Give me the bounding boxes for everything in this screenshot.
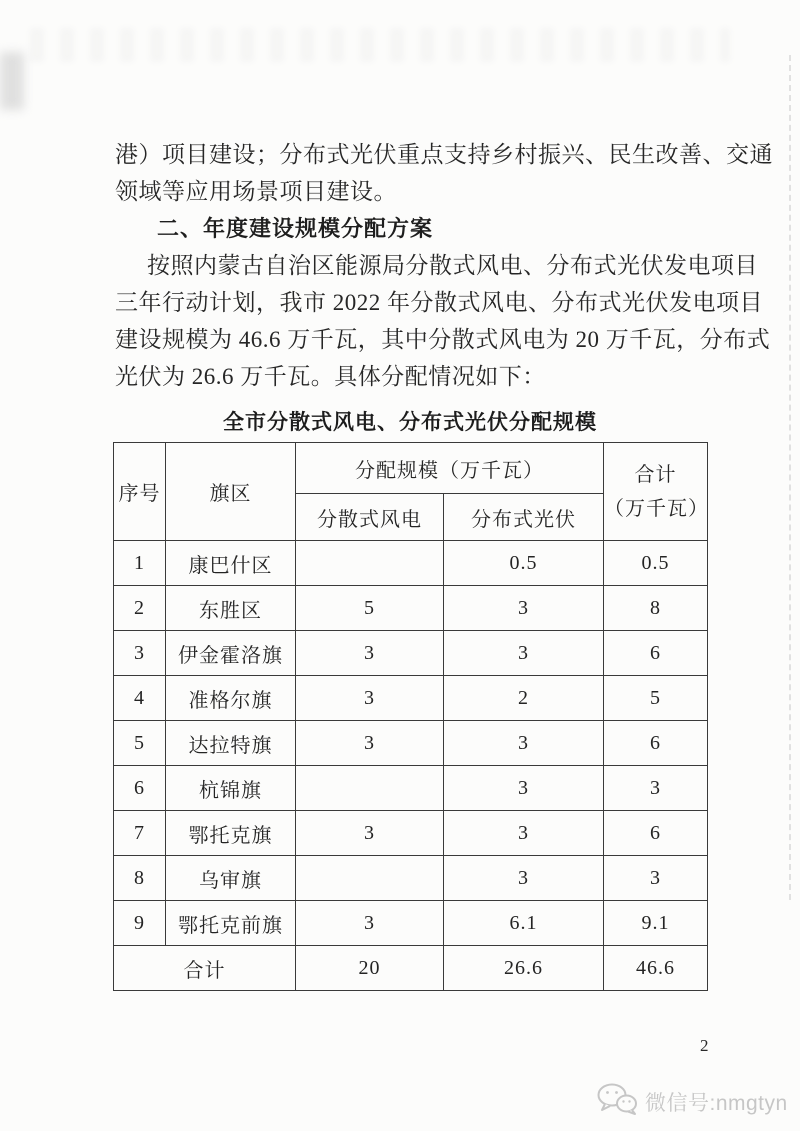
cell-wind: 3: [296, 676, 444, 721]
table-row: [114, 766, 708, 811]
cell-district: 伊金霍洛旗: [166, 631, 296, 676]
cell-total: 6: [604, 631, 708, 676]
cell-total: 0.5: [604, 541, 708, 586]
header-district: 旗区: [166, 443, 296, 541]
cell-wind: [296, 766, 444, 811]
cell-wind: 3: [296, 631, 444, 676]
cell-district: 乌审旗: [166, 856, 296, 901]
cell-index: 5: [114, 721, 166, 766]
paragraph-line: 建设规模为 46.6 万千瓦，其中分散式风电为 20 万千瓦，分布式: [115, 327, 771, 352]
table-row: [114, 586, 708, 631]
cell-wind: 3: [296, 811, 444, 856]
cell-wind: 3: [296, 721, 444, 766]
paragraph-line: 光伏为 26.6 万千瓦。具体分配情况如下：: [115, 364, 546, 389]
total-pv: 26.6: [444, 946, 604, 991]
cell-pv: 3: [444, 856, 604, 901]
cell-index: 4: [114, 676, 166, 721]
cell-district: 鄂托克前旗: [166, 901, 296, 946]
cell-wind: 5: [296, 586, 444, 631]
cell-pv: 3: [444, 586, 604, 631]
scan-artifact-edge-line: [789, 55, 791, 900]
wechat-icon: [596, 1082, 638, 1122]
cell-total: 3: [604, 766, 708, 811]
paragraph-line: 按照内蒙古自治区能源局分散式风电、分布式光伏发电项目: [147, 253, 758, 278]
cell-total: 9.1: [604, 901, 708, 946]
cell-pv: 3: [444, 811, 604, 856]
cell-total: 8: [604, 586, 708, 631]
header-wind: 分散式风电: [296, 494, 444, 541]
cell-index: 9: [114, 901, 166, 946]
cell-pv: 3: [444, 631, 604, 676]
cell-pv: 3: [444, 721, 604, 766]
cell-pv: 0.5: [444, 541, 604, 586]
total-label: 合计: [114, 946, 296, 991]
table-row: [114, 901, 708, 946]
header-total-line2: （万千瓦）: [604, 497, 709, 520]
table-row: [114, 541, 708, 586]
table-row: [114, 676, 708, 721]
cell-pv: 6.1: [444, 901, 604, 946]
cell-index: 3: [114, 631, 166, 676]
paragraph-line: 港）项目建设；分布式光伏重点支持乡村振兴、民生改善、交通: [115, 142, 773, 167]
wechat-watermark: [596, 1082, 788, 1122]
cell-total: 3: [604, 856, 708, 901]
cell-district: 康巴什区: [166, 541, 296, 586]
header-index: 序号: [114, 443, 166, 541]
cell-index: 7: [114, 811, 166, 856]
table-row: [114, 631, 708, 676]
allocation-table: [113, 442, 708, 991]
cell-index: 6: [114, 766, 166, 811]
scan-artifact-top: [30, 28, 730, 62]
table-row: [114, 721, 708, 766]
body-text: [115, 136, 773, 395]
cell-total: 6: [604, 721, 708, 766]
cell-wind: [296, 856, 444, 901]
total-wind: 20: [296, 946, 444, 991]
cell-wind: [296, 541, 444, 586]
cell-district: 杭锦旗: [166, 766, 296, 811]
table-row: [114, 811, 708, 856]
paragraph-line: 三年行动计划，我市 2022 年分散式风电、分布式光伏发电项目: [115, 290, 763, 315]
header-allocation-group: 分配规模（万千瓦）: [296, 443, 604, 494]
cell-district: 准格尔旗: [166, 676, 296, 721]
wechat-label: 微信号:nmgtyn: [645, 1092, 788, 1115]
paragraph-line: 领域等应用场景项目建设。: [115, 179, 397, 204]
cell-district: 东胜区: [166, 586, 296, 631]
total-total: 46.6: [604, 946, 708, 991]
cell-pv: 3: [444, 766, 604, 811]
cell-index: 2: [114, 586, 166, 631]
cell-total: 5: [604, 676, 708, 721]
scan-artifact-corner: [0, 52, 24, 110]
header-total-line1: 合计: [634, 463, 677, 486]
allocation-table-block: [113, 406, 707, 991]
cell-district: 达拉特旗: [166, 721, 296, 766]
cell-index: 8: [114, 856, 166, 901]
table-header-row-1: [114, 443, 708, 494]
cell-district: 鄂托克旗: [166, 811, 296, 856]
cell-wind: 3: [296, 901, 444, 946]
header-total: [604, 443, 708, 541]
table-title: 全市分散式风电、分布式光伏分配规模: [223, 411, 597, 434]
section-heading: 二、年度建设规模分配方案: [157, 216, 434, 241]
header-pv: 分布式光伏: [444, 494, 604, 541]
cell-pv: 2: [444, 676, 604, 721]
table-total-row: [114, 946, 708, 991]
cell-total: 6: [604, 811, 708, 856]
cell-index: 1: [114, 541, 166, 586]
table-row: [114, 856, 708, 901]
page-number: 2: [700, 1036, 709, 1055]
